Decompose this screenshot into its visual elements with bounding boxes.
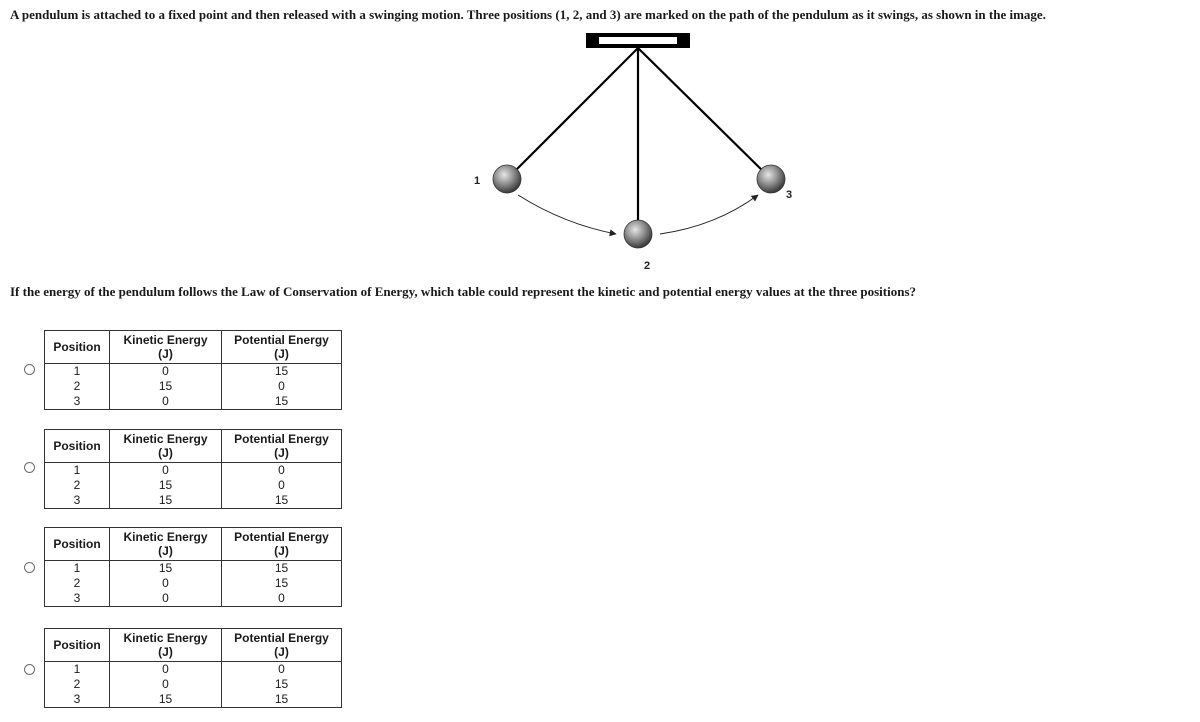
header-position: Position [45,331,110,364]
header-kinetic: Kinetic Energy (J) [110,430,222,463]
radio-option-d[interactable] [24,664,35,675]
radio-option-c[interactable] [24,562,35,573]
table-row: 2 0 15 [45,576,342,591]
position-label-2: 2 [644,260,651,272]
pendulum-string-right [638,48,771,179]
swing-arrow-left [518,195,616,234]
table-row: 3 0 0 [45,591,342,607]
header-potential: Potential Energy (J) [222,331,342,364]
energy-table-c [44,527,342,607]
pendulum-bob-1 [493,165,521,193]
pendulum-bob-2 [624,220,652,248]
swing-arrow-right [660,195,758,234]
answer-option-b[interactable] [0,429,420,515]
table-row: 1 0 0 [45,662,342,678]
pendulum-string-left [507,48,638,179]
table-row: 1 15 15 [45,561,342,577]
header-position: Position [45,430,110,463]
table-row: 3 15 15 [45,692,342,708]
table-row: 3 15 15 [45,493,342,509]
radio-option-b[interactable] [24,462,35,473]
answer-option-c[interactable] [0,527,420,613]
header-position: Position [45,629,110,662]
table-row: 2 15 0 [45,478,342,493]
header-kinetic: Kinetic Energy (J) [110,528,222,561]
position-label-1: 1 [474,175,481,187]
header-potential: Potential Energy (J) [222,528,342,561]
energy-table-b [44,429,342,509]
answer-option-a[interactable] [0,330,420,416]
table-row: 1 0 0 [45,463,342,479]
energy-table-d [44,628,342,708]
table-row: 1 0 15 [45,364,342,380]
energy-table-a [44,330,342,410]
question-prompt: A pendulum is attached to a fixed point and then released with a swinging motion. Three positions (1, 2, and 3) are marked on the path of the pendulum as it swings, as shown in the image. [10,7,1046,22]
table-row: 2 0 15 [45,677,342,692]
table-row: 3 0 15 [45,394,342,410]
header-potential: Potential Energy (J) [222,629,342,662]
header-kinetic: Kinetic Energy (J) [110,331,222,364]
question-text: If the energy of the pendulum follows the Law of Conservation of Energy, which table could represent the kinetic and potential energy values at the three positions? [10,284,917,299]
header-position: Position [45,528,110,561]
pendulum-figure [460,28,820,283]
header-kinetic: Kinetic Energy (J) [110,629,222,662]
position-label-3: 3 [786,189,793,201]
header-potential: Potential Energy (J) [222,430,342,463]
pendulum-bob-3 [757,165,785,193]
answer-option-d[interactable] [0,628,420,714]
table-row: 2 15 0 [45,379,342,394]
radio-option-a[interactable] [24,364,35,375]
